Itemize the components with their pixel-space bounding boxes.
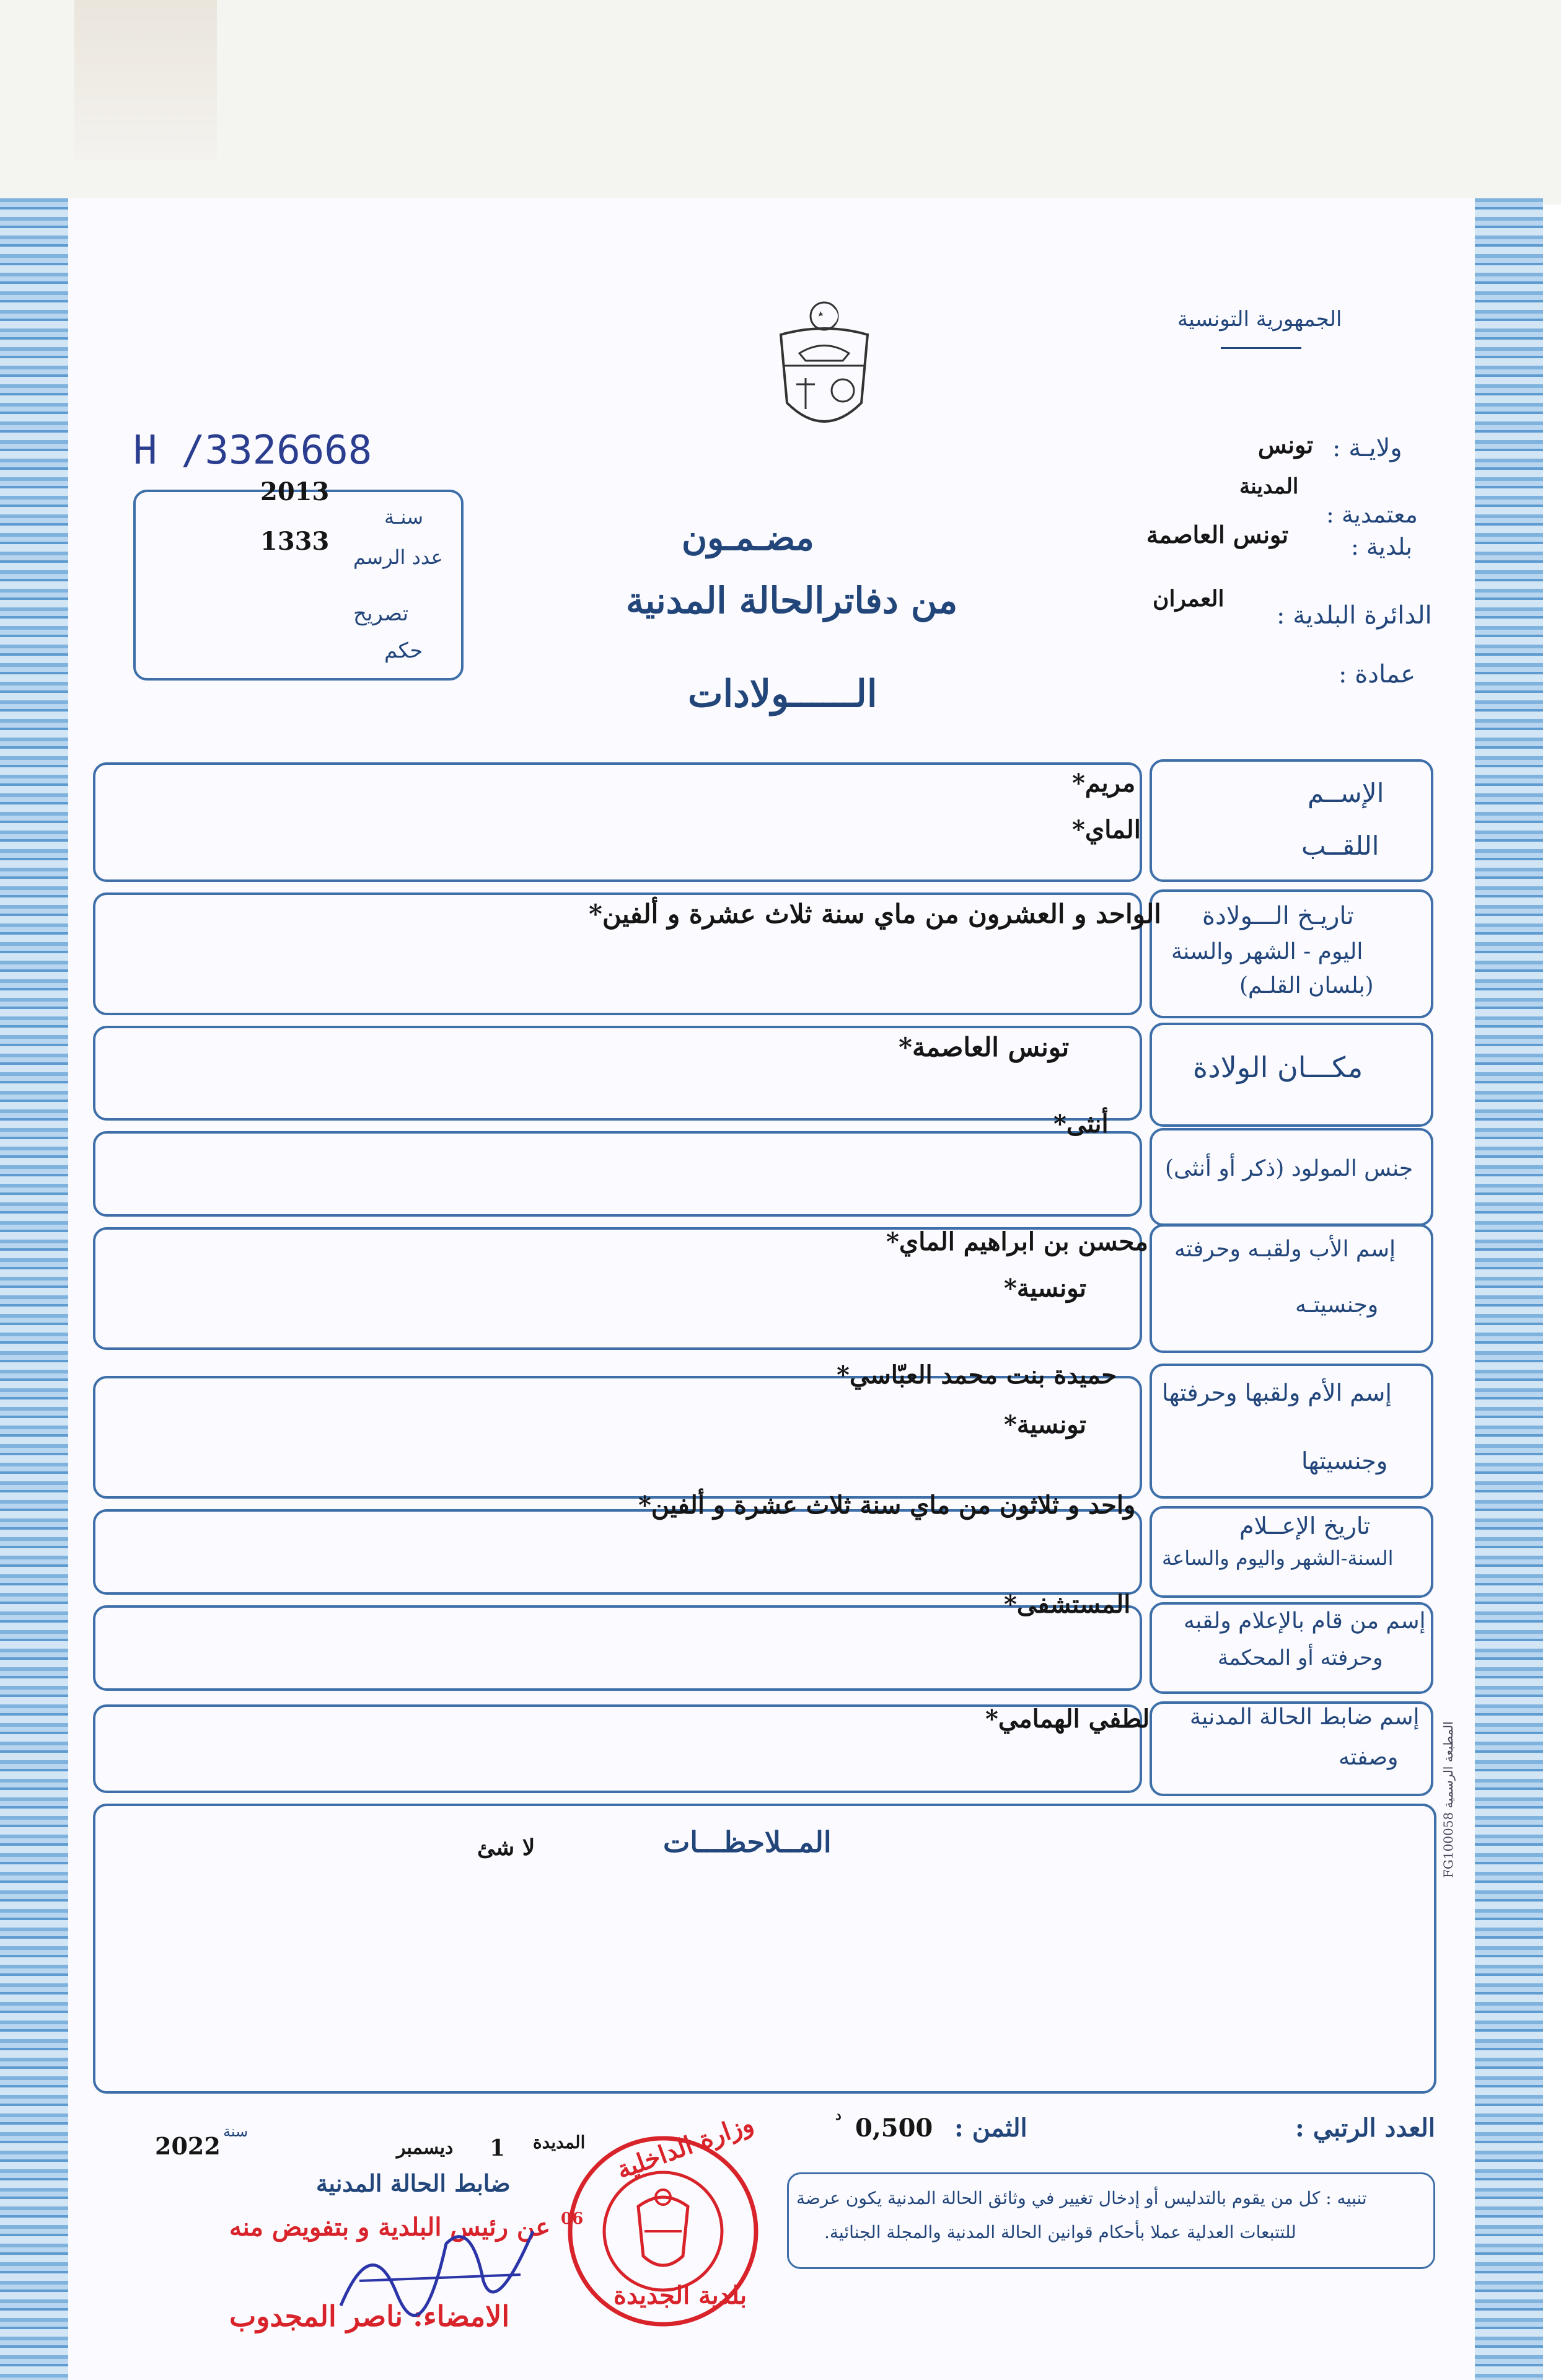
field-label: إسم الأب ولقبـه وحرفته bbox=[1174, 1236, 1396, 1262]
warning-box bbox=[787, 2172, 1435, 2269]
field-value: الواحد و العشرون من ماي سنة ثلاث عشرة و ألفين* bbox=[589, 899, 1161, 929]
tunisia-coat-of-arms-icon bbox=[768, 298, 880, 440]
signature-icon bbox=[322, 2206, 558, 2330]
field-label: اللقــب bbox=[1301, 831, 1379, 861]
title-line2: من دفاترالحالة المدنية bbox=[626, 580, 958, 622]
field-label: اليوم - الشهر والسنة bbox=[1171, 939, 1363, 964]
daira-value: العمران bbox=[1153, 586, 1225, 612]
field-value: مريم* bbox=[1072, 769, 1136, 798]
section-title: الــــــولادات bbox=[688, 672, 877, 716]
footer-day: 1 bbox=[490, 2135, 506, 2161]
footer-signature-name: الامضاء: ناصر المجدوب bbox=[229, 2299, 510, 2333]
field-value: لطفي الهمامي* bbox=[985, 1704, 1150, 1734]
footer-price-unit: د bbox=[835, 2107, 842, 2123]
footer-year: 2022 bbox=[155, 2132, 221, 2160]
field-value-box bbox=[93, 1605, 1142, 1691]
registry-number-value: 1333 bbox=[260, 527, 330, 556]
field-value: تونسية* bbox=[1004, 1410, 1087, 1439]
field-value: الماي* bbox=[1072, 815, 1141, 844]
field-value: المستشفى* bbox=[1004, 1590, 1131, 1619]
mootamadia-label: معتمدية : bbox=[1326, 501, 1418, 528]
warning-line2: للتتبعات العدلية عملا بأحكام قوانين الحالة المدنية والمجلة الجنائية. bbox=[824, 2222, 1296, 2242]
scan-artifact bbox=[74, 0, 217, 161]
remarks-value: لا شئ bbox=[477, 1835, 535, 1861]
field-value: واحد و ثلاثون من ماي سنة ثلاث عشرة و ألفين* bbox=[638, 1491, 1136, 1520]
stamp-bottom-text: بلدية الجديدة bbox=[613, 2281, 747, 2310]
mootamadia-value: المدينة bbox=[1239, 474, 1299, 499]
right-border-pattern bbox=[1475, 198, 1543, 2380]
field-label: تاريخ الإعــلام bbox=[1239, 1512, 1371, 1540]
field-value: أنثى* bbox=[1053, 1109, 1109, 1139]
field-label: وصفته bbox=[1339, 1745, 1399, 1770]
registry-number-label: عدد الرسم bbox=[353, 545, 443, 569]
field-label: إسم ضابط الحالة المدنية bbox=[1190, 1704, 1420, 1730]
field-label-box bbox=[1150, 759, 1433, 882]
field-label: تاريـخ الـــولادة bbox=[1202, 902, 1354, 930]
field-label: مكـــان الولادة bbox=[1193, 1051, 1363, 1084]
field-value: محسن بن ابراهيم الماي* bbox=[886, 1227, 1148, 1256]
field-label: جنس المولود (ذكر أو أنثى) bbox=[1165, 1156, 1414, 1181]
registry-year-value: 2013 bbox=[260, 477, 330, 506]
field-label: (بلسان القلـم) bbox=[1239, 973, 1374, 998]
field-value-box bbox=[93, 762, 1142, 882]
baladia-label: بلدية : bbox=[1351, 533, 1412, 560]
footer-officer-title: ضابط الحالة المدنية bbox=[316, 2169, 511, 2197]
serial-number: H /3326668 bbox=[133, 428, 372, 474]
field-value: حميدة بنت محمد العبّاسي* bbox=[837, 1360, 1117, 1390]
stamp-top-text: وزارة الداخلية bbox=[612, 2108, 757, 2185]
field-value: تونسية* bbox=[1004, 1274, 1087, 1303]
field-label: وجنسيتـه bbox=[1295, 1292, 1379, 1318]
baladia-value: تونس العاصمة bbox=[1146, 521, 1289, 549]
stamp-number: 06 bbox=[561, 2210, 584, 2228]
warning-line1: تنبيه : كل من يقوم بالتدليس أو إدخال تغيير في وثائق الحالة المدنية يكون عرضة bbox=[796, 2188, 1367, 2208]
field-value-box bbox=[93, 1376, 1142, 1499]
registry-judgment-label: حكم bbox=[384, 638, 423, 663]
field-label: السنة-الشهر واليوم والساعة bbox=[1162, 1546, 1394, 1570]
imada-label: عمادة : bbox=[1339, 660, 1416, 689]
field-label: وجنسيتها bbox=[1301, 1447, 1388, 1474]
printer-mark: المطبعة الرسمية FG100058 bbox=[1441, 1721, 1456, 1878]
daira-label: الدائرة البلدية : bbox=[1277, 601, 1432, 630]
footer-month: ديسمبر bbox=[397, 2137, 454, 2159]
field-label: إسم الأم ولقبها وحرفتها bbox=[1162, 1379, 1392, 1406]
remarks-label: المــلاحظـــات bbox=[663, 1825, 832, 1859]
republic-underline bbox=[1221, 347, 1301, 349]
field-label: وحرفته أو المحكمة bbox=[1218, 1646, 1383, 1670]
field-value-box bbox=[93, 1509, 1142, 1595]
footer-delegation: عن رئيس البلدية و بتفويض منه bbox=[229, 2213, 551, 2242]
title-line1: مضـمـون bbox=[682, 518, 814, 558]
footer-serial-label: العدد الرتبي : bbox=[1295, 2113, 1435, 2143]
footer-year-label: سنة bbox=[223, 2123, 248, 2140]
field-label: إسم من قام بالإعلام ولقبه bbox=[1184, 1608, 1426, 1634]
registry-year-label: سنـة bbox=[384, 505, 423, 529]
field-value: تونس العاصمة* bbox=[899, 1032, 1070, 1062]
field-value-box bbox=[93, 1131, 1142, 1217]
scan-background bbox=[0, 0, 1561, 205]
footer-price-label: الثمن : bbox=[954, 2113, 1027, 2143]
footer-city: المديدة bbox=[533, 2132, 586, 2153]
wilaya-label: ولايـة : bbox=[1332, 434, 1402, 462]
left-border-pattern bbox=[0, 198, 68, 2380]
registry-declaration-label: تصريح bbox=[353, 601, 409, 626]
field-label: الإســم bbox=[1308, 778, 1384, 808]
footer-price-value: 0,500 bbox=[855, 2113, 933, 2143]
wilaya-value: تونس bbox=[1258, 431, 1314, 459]
republic-title: الجمهورية التونسية bbox=[1177, 307, 1342, 332]
